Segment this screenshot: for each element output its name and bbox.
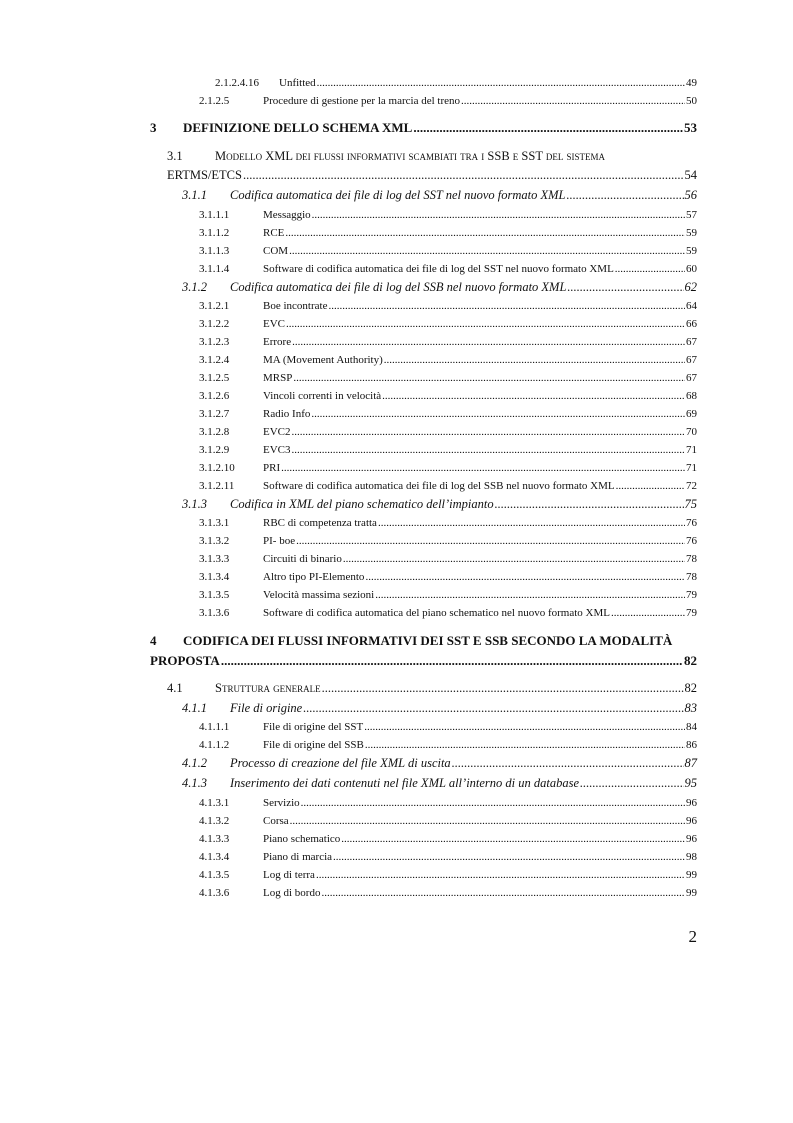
toc-entry-title: EVC — [263, 318, 285, 330]
toc-leader-dots — [452, 756, 684, 770]
toc-entry[interactable] — [199, 353, 697, 367]
toc-entry-title-line2: ERTMS/ETCS — [167, 168, 242, 182]
toc-entry-page: 57 — [686, 209, 697, 221]
toc-entry-title: Servizio — [263, 797, 300, 809]
toc-entry-page: 83 — [684, 701, 697, 715]
toc-entry[interactable] — [199, 868, 697, 882]
toc-entry-page: 82 — [684, 653, 697, 668]
toc-leader-dots — [316, 868, 685, 882]
toc-entry-number: 3.1 — [167, 149, 183, 163]
toc-leader-dots — [343, 552, 685, 566]
toc-subsection-entry[interactable] — [182, 497, 697, 511]
toc-entry-page: 59 — [686, 227, 697, 239]
toc-entry[interactable] — [199, 425, 697, 439]
toc-entry[interactable] — [199, 850, 697, 864]
toc-leader-dots — [333, 850, 685, 864]
toc-entry-number: 4.1.3.1 — [199, 797, 230, 809]
toc-entry-page: 84 — [686, 721, 697, 733]
toc-leader-dots — [382, 389, 685, 403]
toc-leader-dots — [317, 76, 685, 90]
toc-entry-page: 67 — [686, 354, 697, 366]
toc-leader-dots — [293, 371, 685, 385]
toc-entry-page: 95 — [684, 776, 697, 790]
toc-entry[interactable] — [215, 76, 697, 90]
toc-leader-dots — [341, 832, 685, 846]
toc-leader-dots — [365, 738, 685, 752]
toc-leader-dots — [580, 776, 683, 790]
page-number: 2 — [688, 927, 697, 946]
toc-leader-dots — [311, 407, 685, 421]
toc-entry-title: Altro tipo PI-Elemento — [263, 571, 365, 583]
toc-entry-page: 75 — [684, 497, 697, 511]
toc-entry-page: 76 — [686, 535, 697, 547]
toc-leader-dots — [289, 244, 685, 258]
toc-chapter-entry[interactable] — [150, 633, 697, 649]
toc-leader-dots — [292, 335, 685, 349]
toc-entry-title: Piano di marcia — [263, 851, 333, 863]
toc-entry-number: 4.1.1.1 — [199, 721, 230, 733]
toc-entry-page: 64 — [686, 300, 697, 312]
toc-entry-title: Messaggio — [263, 209, 311, 221]
toc-entry-number: 3.1.3.5 — [199, 589, 230, 601]
toc-leader-dots — [296, 534, 685, 548]
toc-entry-title: EVC3 — [263, 444, 291, 456]
toc-entry-number: 3.1.1.3 — [199, 245, 230, 257]
toc-leader-dots — [611, 606, 685, 620]
toc-entry-title: Errore — [263, 336, 292, 348]
toc-entry-page: 49 — [686, 77, 697, 89]
toc-entry[interactable] — [199, 534, 697, 548]
toc-leader-dots — [364, 720, 685, 734]
toc-entry-page: 87 — [684, 756, 697, 770]
toc-entry-page: 79 — [686, 607, 697, 619]
toc-leader-dots — [285, 226, 685, 240]
toc-entry[interactable] — [199, 335, 697, 349]
toc-entry-continuation[interactable] — [167, 168, 697, 182]
toc-leader-dots — [243, 168, 684, 182]
toc-entry-number: 4.1.3.2 — [199, 815, 230, 827]
toc-leader-dots — [321, 886, 685, 900]
toc-entry-number: 3.1.2.3 — [199, 336, 230, 348]
toc-entry-title: Inserimento dei dati contenuti nel file XML all’interno di un database — [230, 776, 580, 790]
toc-entry-title: Codifica in XML del piano schematico dell’impianto — [230, 497, 494, 511]
toc-entry-page: 69 — [686, 408, 697, 420]
toc-leader-dots — [303, 701, 683, 715]
toc-leader-dots — [312, 208, 685, 222]
toc-leader-dots — [292, 443, 686, 457]
toc-entry-page: 78 — [686, 571, 697, 583]
toc-entry-page: 50 — [686, 95, 697, 107]
toc-entry-title: Piano schematico — [263, 833, 341, 845]
toc-entry-number: 3.1.3.4 — [199, 571, 230, 583]
toc-entry-title: Unfitted — [279, 77, 316, 89]
toc-entry-number: 4.1.3.3 — [199, 833, 230, 845]
toc-entry-title: Struttura generale — [215, 681, 321, 695]
toc-leader-dots — [365, 570, 685, 584]
toc-entry-number: 3.1.3.6 — [199, 607, 230, 619]
toc-leader-dots — [567, 280, 683, 294]
toc-chapter-entry[interactable] — [150, 121, 697, 135]
toc-entry-number: 4.1.3 — [182, 776, 207, 790]
toc-entry-title: MA (Movement Authority) — [263, 354, 383, 366]
toc-entry[interactable] — [199, 570, 697, 584]
toc-entry-number: 3 — [150, 120, 157, 135]
toc-entry-page: 66 — [686, 318, 697, 330]
toc-leader-dots — [615, 262, 685, 276]
toc-entry-page: 86 — [686, 739, 697, 751]
toc-entry-title: Log di bordo — [263, 887, 321, 899]
toc-leader-dots — [375, 588, 685, 602]
toc-entry[interactable] — [199, 262, 697, 276]
toc-entry-page: 62 — [684, 280, 697, 294]
toc-entry[interactable] — [199, 796, 697, 810]
toc-entry-page: 82 — [684, 681, 697, 695]
toc-entry-number: 3.1.2.11 — [199, 480, 235, 492]
toc-entry-page: 71 — [686, 444, 697, 456]
toc-entry-title: Software di codifica automatica dei file di log del SST nel nuovo formato XML — [263, 263, 614, 275]
toc-entry-number: 3.1.3.3 — [199, 553, 230, 565]
toc-entry-title: Velocità massima sezioni — [263, 589, 375, 601]
toc-entry-title: MRSP — [263, 372, 293, 384]
toc-entry-page: 67 — [686, 372, 697, 384]
toc-entry-title: Software di codifica automatica del piano schematico nel nuovo formato XML — [263, 607, 610, 619]
toc-entry-number: 3.1.2.8 — [199, 426, 230, 438]
toc-entry-title: Procedure di gestione per la marcia del treno — [263, 95, 461, 107]
toc-entry-number: 4.1.3.6 — [199, 887, 230, 899]
toc-entry-title: Vincoli correnti in velocità — [263, 390, 382, 402]
toc-entry[interactable] — [199, 738, 697, 752]
toc-entry-page: 68 — [686, 390, 697, 402]
toc-leader-dots — [322, 681, 684, 695]
toc-entry-page: 71 — [686, 462, 697, 474]
toc-entry-title: PI- boe — [263, 535, 296, 547]
toc-entry-number: 4.1 — [167, 681, 183, 695]
toc-subsection-entry[interactable] — [182, 280, 697, 294]
toc-entry[interactable] — [199, 720, 697, 734]
toc-entry-number: 3.1.2.10 — [199, 462, 235, 474]
toc-entry[interactable] — [199, 244, 697, 258]
toc-entry[interactable] — [199, 208, 697, 222]
toc-entry[interactable] — [199, 389, 697, 403]
toc-entry-number: 4.1.1.2 — [199, 739, 230, 751]
toc-entry-number: 3.1.3.2 — [199, 535, 230, 547]
toc-entry-page: 96 — [686, 833, 697, 845]
toc-leader-dots — [461, 94, 685, 108]
toc-entry-page: 56 — [684, 188, 697, 202]
toc-entry-page: 67 — [686, 336, 697, 348]
toc-entry-title: RCE — [263, 227, 285, 239]
toc-entry[interactable] — [199, 461, 697, 475]
toc-entry-title: File di origine — [230, 701, 303, 715]
toc-entry-title: COM — [263, 245, 289, 257]
toc-entry-title: Circuiti di binario — [263, 553, 342, 565]
toc-entry-page: 96 — [686, 815, 697, 827]
toc-entry-page: 96 — [686, 797, 697, 809]
toc-entry-title: Processo di creazione del file XML di uscita — [230, 756, 451, 770]
toc-entry[interactable] — [199, 407, 697, 421]
toc-entry-title: Codifica automatica dei file di log del SSB nel nuovo formato XML — [230, 280, 567, 294]
toc-entry[interactable] — [199, 588, 697, 602]
toc-entry-page: 98 — [686, 851, 697, 863]
toc-entry-title: Codifica automatica dei file di log del SST nel nuovo formato XML — [230, 188, 566, 202]
toc-leader-dots — [301, 796, 685, 810]
toc-entry-number: 3.1.1.2 — [199, 227, 230, 239]
toc-entry-title: Radio Info — [263, 408, 311, 420]
toc-leader-dots — [616, 479, 685, 493]
toc-entry-number: 3.1.1.4 — [199, 263, 230, 275]
toc-entry-number: 3.1.2.5 — [199, 372, 230, 384]
toc-leader-dots — [378, 516, 685, 530]
toc-leader-dots — [292, 425, 686, 439]
toc-entry-title: Corsa — [263, 815, 289, 827]
toc-leader-dots — [328, 299, 685, 313]
toc-leader-dots — [495, 497, 684, 511]
toc-entry-title: Log di terra — [263, 869, 315, 881]
toc-entry[interactable] — [199, 371, 697, 385]
toc-entry[interactable] — [199, 317, 697, 331]
toc-entry-page: 99 — [686, 869, 697, 881]
toc-entry-number: 4.1.3.4 — [199, 851, 230, 863]
toc-entry-number: 4.1.1 — [182, 701, 207, 715]
toc-leader-dots — [567, 188, 684, 202]
toc-entry-title: Software di codifica automatica dei file di log del SSB nel nuovo formato XML — [263, 480, 615, 492]
toc-entry-number: 2.1.2.4.16 — [215, 77, 259, 89]
toc-entry[interactable] — [199, 552, 697, 566]
toc-entry-number: 3.1.2.9 — [199, 444, 230, 456]
toc-entry[interactable] — [199, 832, 697, 846]
toc-entry-title: File di origine del SSB — [263, 739, 364, 751]
toc-entry-title: Modello XML dei flussi informativi scambiati tra i SSB e SST del sistema — [215, 149, 605, 163]
toc-entry[interactable] — [199, 226, 697, 240]
toc-leader-dots — [413, 121, 683, 135]
toc-entry[interactable] — [199, 479, 697, 493]
toc-entry-page: 76 — [686, 517, 697, 529]
toc-entry[interactable] — [199, 606, 697, 620]
toc-entry-title: File di origine del SST — [263, 721, 364, 733]
toc-entry-title: PRI — [263, 462, 281, 474]
toc-entry-number: 3.1.2.2 — [199, 318, 230, 330]
toc-entry[interactable] — [199, 443, 697, 457]
toc-entry-page: 54 — [684, 168, 697, 182]
toc-entry-page: 60 — [686, 263, 697, 275]
toc-entry-number: 2.1.2.5 — [199, 95, 230, 107]
toc-entry-number: 3.1.2.4 — [199, 354, 230, 366]
toc-entry[interactable] — [199, 299, 697, 313]
toc-entry[interactable] — [199, 814, 697, 828]
toc-leader-dots — [221, 654, 683, 668]
toc-subsection-entry[interactable] — [182, 188, 697, 202]
toc-entry-number: 3.1.1 — [182, 188, 207, 202]
toc-entry-number: 3.1.3.1 — [199, 517, 230, 529]
toc-entry-continuation[interactable] — [150, 654, 697, 668]
toc-entry-title-line2: PROPOSTA — [150, 653, 220, 668]
toc-section-entry[interactable] — [167, 149, 697, 164]
toc-subsection-entry[interactable] — [182, 756, 697, 770]
toc-entry[interactable] — [199, 886, 697, 900]
toc-entry-page: 53 — [684, 120, 697, 135]
toc-entry-title: Boe incontrate — [263, 300, 328, 312]
toc-entry-title: RBC di competenza tratta — [263, 517, 377, 529]
toc-entry-title: EVC2 — [263, 426, 291, 438]
toc-entry-number: 4.1.3.5 — [199, 869, 230, 881]
toc-entry-number: 4 — [150, 633, 157, 648]
toc-entry[interactable] — [199, 516, 697, 530]
toc-subsection-entry[interactable] — [182, 701, 697, 715]
toc-entry-number: 3.1.3 — [182, 497, 207, 511]
toc-entry-page: 59 — [686, 245, 697, 257]
toc-entry-page: 72 — [686, 480, 697, 492]
toc-entry-page: 79 — [686, 589, 697, 601]
toc-subsection-entry[interactable] — [182, 776, 697, 790]
toc-leader-dots — [281, 461, 685, 475]
toc-section-entry[interactable] — [167, 681, 697, 695]
toc-entry-page: 70 — [686, 426, 697, 438]
toc-entry[interactable] — [199, 94, 697, 108]
toc-entry-number: 4.1.2 — [182, 756, 207, 770]
toc-leader-dots — [290, 814, 685, 828]
toc-entry-page: 78 — [686, 553, 697, 565]
toc-entry-number: 3.1.2.6 — [199, 390, 230, 402]
toc-entry-number: 3.1.2 — [182, 280, 207, 294]
toc-entry-page: 99 — [686, 887, 697, 899]
toc-entry-number: 3.1.1.1 — [199, 209, 230, 221]
toc-entry-number: 3.1.2.7 — [199, 408, 230, 420]
toc-leader-dots — [286, 317, 685, 331]
toc-entry-title: DEFINIZIONE DELLO SCHEMA XML — [183, 120, 413, 135]
toc-entry-title: CODIFICA DEI FLUSSI INFORMATIVI DEI SST E SSB SECONDO LA MODALITÀ — [183, 633, 673, 648]
toc-entry-number: 3.1.2.1 — [199, 300, 230, 312]
toc-leader-dots — [384, 353, 685, 367]
